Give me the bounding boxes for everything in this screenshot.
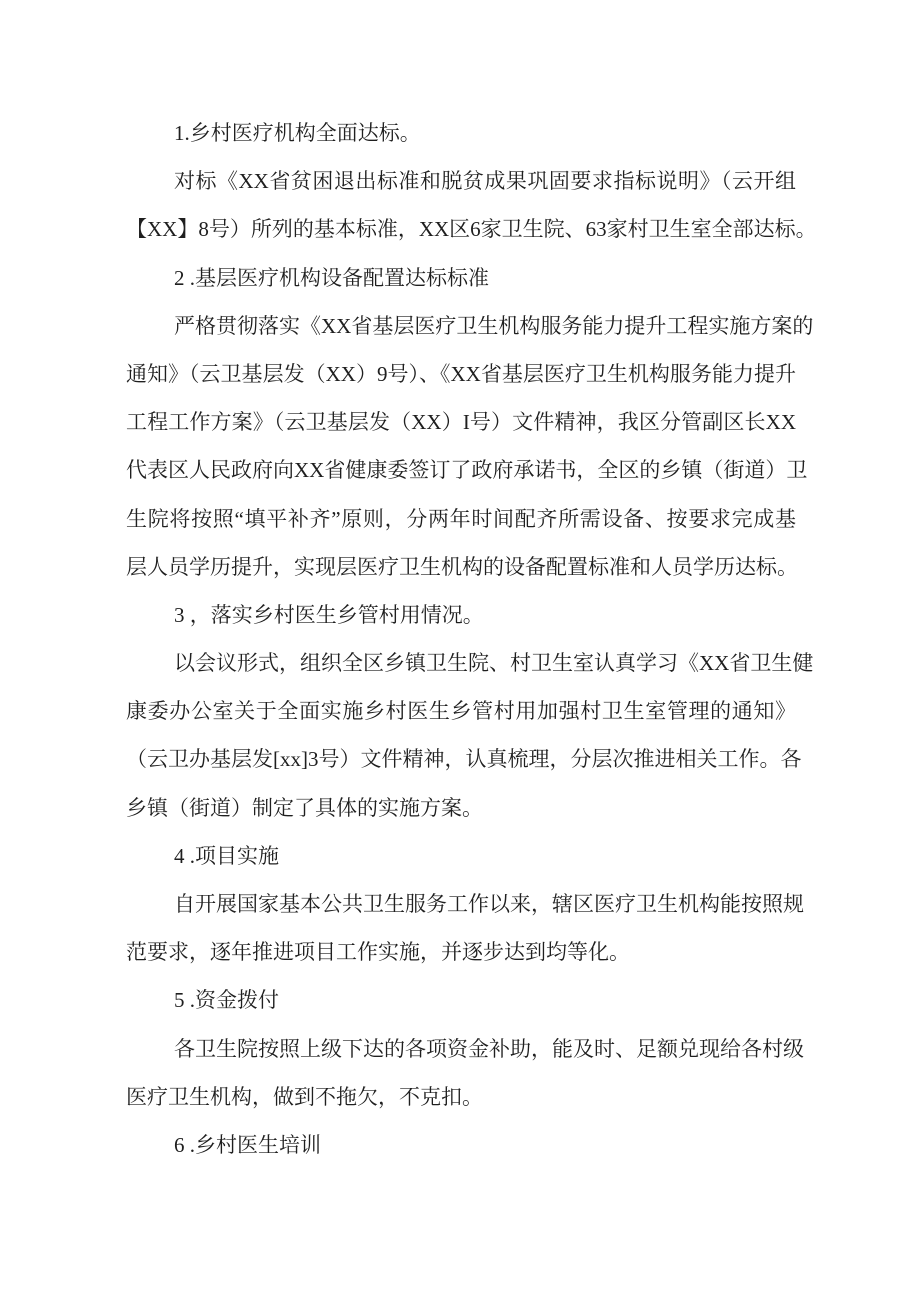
- text-line: 以会议形式，组织全区乡镇卫生院、村卫生室认真学习《XX省卫生健: [174, 651, 814, 676]
- text-line: （云卫办基层发[xx]3号）文件精神，认真梳理，分层次推进相关工作。各: [126, 747, 802, 772]
- text-line: 代表区人民政府向XX省健康委签订了政府承诺书，全区的乡镇（街道）卫: [126, 458, 808, 483]
- text-line: 2 .基层医疗机构设备配置达标标准: [174, 265, 489, 290]
- text-line: 5 .资金拨付: [174, 988, 279, 1013]
- text-line: 自开展国家基本公共卫生服务工作以来，辖区医疗卫生机构能按照规: [174, 892, 804, 916]
- text-line: 6 .乡村医生培训: [174, 1132, 321, 1157]
- text-line: 工程工作方案》（云卫基层发（XX）I号）文件精神，我区分管副区长XX: [126, 410, 796, 435]
- text-line: 【XX】8号）所列的基本标准，XX区6家卫生院、63家村卫生室全部达标。: [126, 217, 817, 242]
- text-line: 1.乡村医疗机构全面达标。: [174, 121, 421, 145]
- text-line: 生院将按照“填平补齐”原则，分两年时间配齐所需设备、按要求完成基: [126, 506, 796, 531]
- text-line: 乡镇（街道）制定了具体的实施方案。: [126, 795, 483, 820]
- text-line: 通知》（云卫基层发（XX）9号）、《XX省基层医疗卫生机构服务能力提升: [126, 361, 796, 386]
- text-line: 对标《XX省贫困退出标准和脱贫成果巩固要求指标说明》（云开组: [174, 169, 796, 194]
- text-line: 医疗卫生机构，做到不拖欠，不克扣。: [126, 1084, 483, 1109]
- document-text-block: [126, 109, 817, 1169]
- text-line: 3 ，落实乡村医生乡管村用情况。: [174, 602, 484, 627]
- text-line: 严格贯彻落实《XX省基层医疗卫生机构服务能力提升工程实施方案的: [174, 313, 814, 338]
- text-line: 康委办公室关于全面实施乡村医生乡管村用加强村卫生室管理的通知》: [126, 699, 796, 724]
- text-line: 4 .项目实施: [174, 843, 279, 868]
- text-line: 各卫生院按照上级下达的各项资金补助，能及时、足额兑现给各村级: [174, 1036, 804, 1061]
- text-line: 层人员学历提升，实现层医疗卫生机构的设备配置标准和人员学历达标。: [126, 554, 798, 579]
- text-line: 范要求，逐年推进项目工作实施，并逐步达到均等化。: [126, 940, 630, 965]
